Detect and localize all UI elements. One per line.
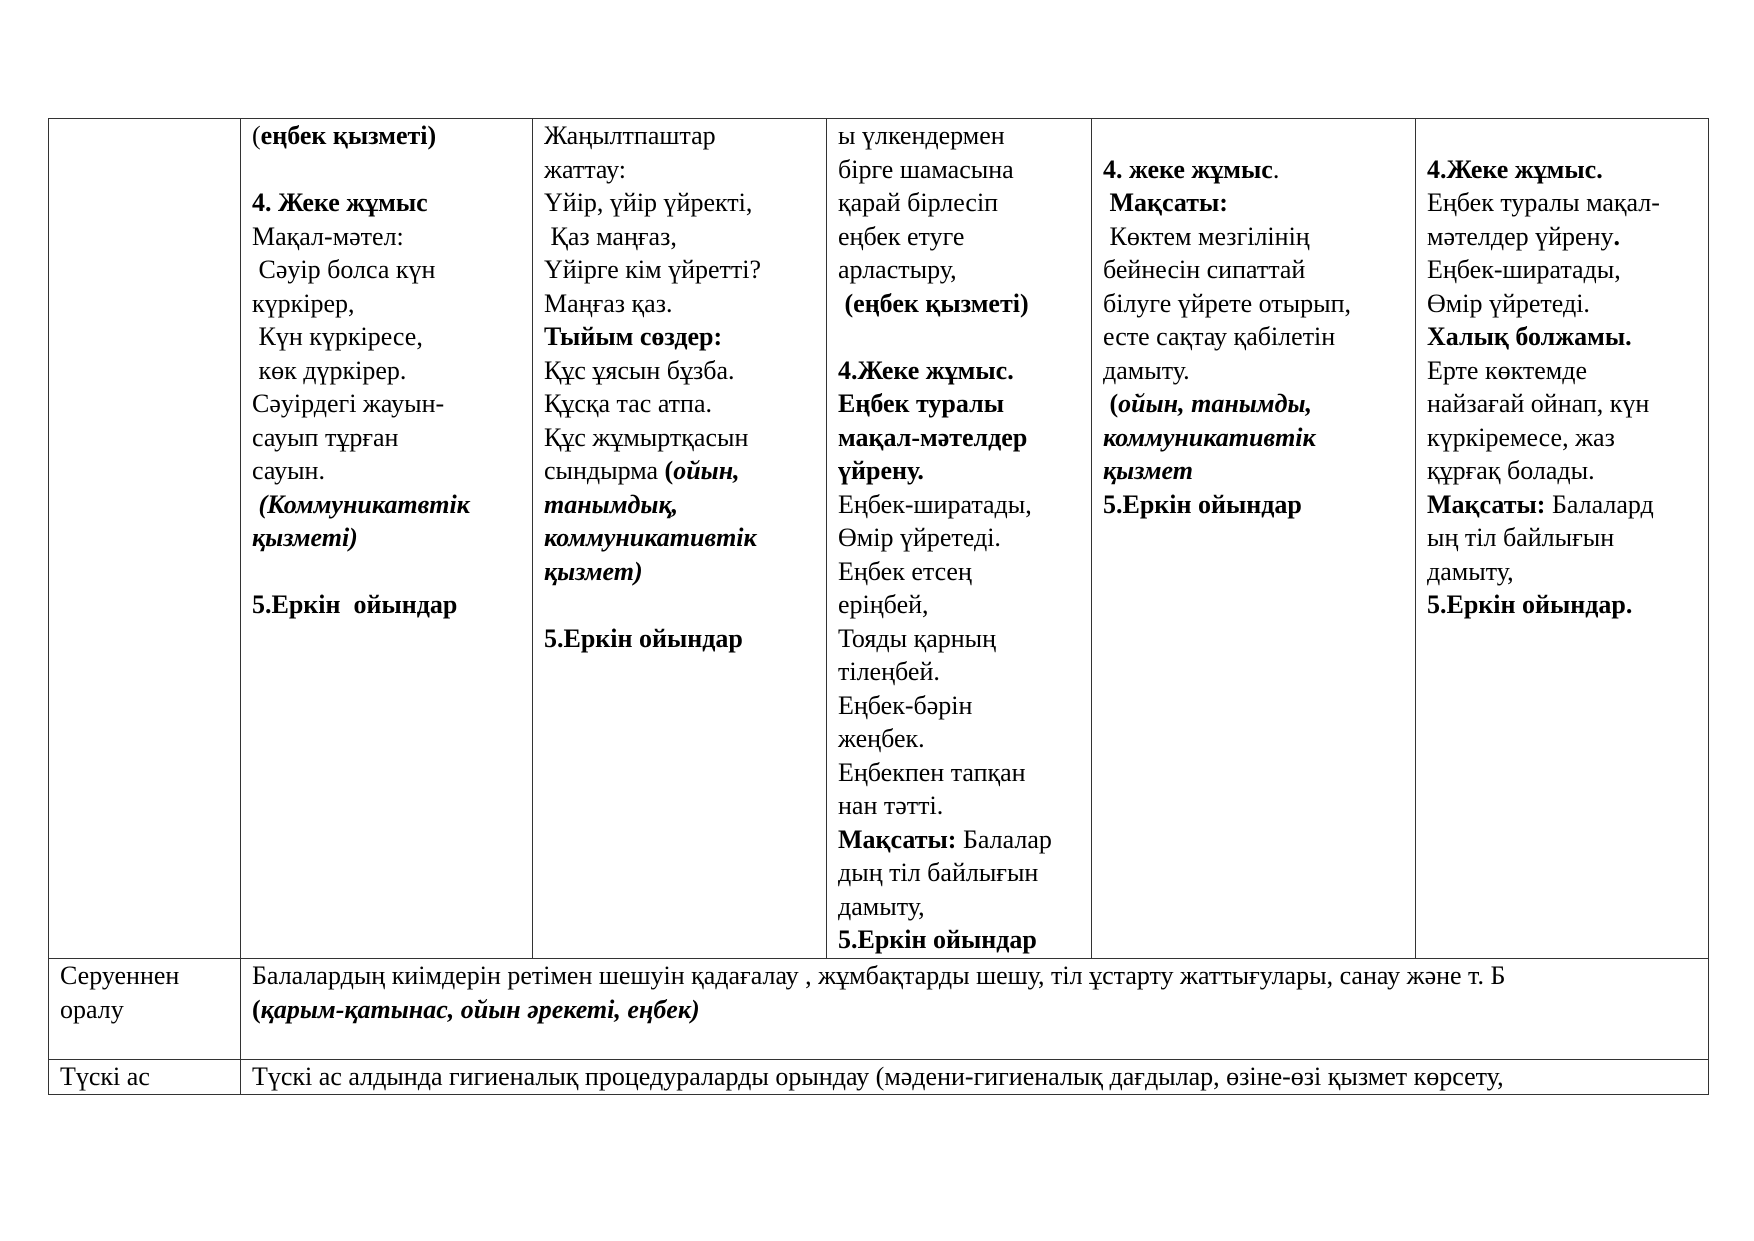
text-line xyxy=(252,387,522,421)
text-line xyxy=(544,186,816,220)
text-run: қызмет xyxy=(1103,456,1193,485)
text-line xyxy=(838,588,1081,622)
text-line xyxy=(1427,186,1698,220)
text-run: коммуникативтік xyxy=(1103,422,1316,452)
text-line xyxy=(838,823,1081,857)
text-line xyxy=(1427,287,1698,321)
text-run: дамыту, xyxy=(1427,556,1514,586)
text-line xyxy=(1427,153,1698,187)
text-run: Жаңылтпаштар xyxy=(544,121,716,150)
text-run: Сәуір болса күн xyxy=(252,255,436,284)
text-line xyxy=(1427,320,1698,354)
text-run: дамыту, xyxy=(838,891,925,921)
text-run: мәтелдер үйрену xyxy=(1427,221,1614,251)
text-run: арластыру, xyxy=(838,255,957,284)
cell-col-2 xyxy=(533,119,827,959)
text-run: 5.Еркін ойындар xyxy=(838,925,1037,954)
text-line xyxy=(544,320,816,354)
text-line xyxy=(838,521,1081,555)
text-line xyxy=(1103,387,1405,421)
text-run: Еңбекпен тапқан xyxy=(838,757,1026,787)
text-line xyxy=(544,220,816,254)
text-run: найзағай ойнап, күн xyxy=(1427,389,1650,418)
text-line xyxy=(1427,220,1698,254)
table-row xyxy=(49,1060,1709,1095)
text-run: үйрену. xyxy=(838,456,924,485)
text-run: қызмет) xyxy=(544,556,643,586)
text-line xyxy=(1427,387,1698,421)
text-line xyxy=(544,555,816,589)
text-run: білуге үйрете отырып, xyxy=(1103,288,1352,318)
text-run: Маңғаз қаз. xyxy=(544,288,673,318)
cell-col-5 xyxy=(1416,119,1709,959)
text-line xyxy=(838,186,1081,220)
blank-line xyxy=(1103,119,1405,153)
text-run: Еңбек туралы мақал- xyxy=(1427,188,1660,217)
text-line xyxy=(838,622,1081,656)
text-line xyxy=(544,421,816,455)
text-run: Көктем мезгілінің xyxy=(1103,221,1310,251)
text-line xyxy=(838,756,1081,790)
text-run: жаттау: xyxy=(544,154,626,184)
text-run: Мақал-мәтел: xyxy=(252,221,404,251)
text-run: Мақсаты: xyxy=(1103,188,1228,217)
text-run: Тыйым сөздер: xyxy=(544,322,723,351)
schedule-table xyxy=(48,118,1709,1095)
text-line xyxy=(252,421,522,455)
text-run: есте сақтау қабілетін xyxy=(1103,322,1336,351)
text-run: Өмір үйретеді. xyxy=(838,523,1001,552)
text-line xyxy=(1103,354,1405,388)
text-line xyxy=(252,488,522,522)
text-line xyxy=(252,220,522,254)
text-line xyxy=(838,287,1081,321)
text-line xyxy=(544,287,816,321)
text-run: еңбек қызметі) xyxy=(260,121,437,150)
text-line xyxy=(838,689,1081,723)
text-line xyxy=(1427,354,1698,388)
text-run: Балалар xyxy=(956,824,1052,854)
text-run: (еңбек қызметі) xyxy=(838,288,1029,318)
text-run: Еңбек-бәрін xyxy=(838,690,973,720)
text-line xyxy=(252,186,522,220)
text-line xyxy=(544,488,816,522)
text-run: ойын, танымды, xyxy=(1118,389,1313,418)
text-line xyxy=(544,153,816,187)
text-run: нан тәтті. xyxy=(838,791,944,820)
text-line xyxy=(1103,253,1405,287)
text-run: көк дүркірер. xyxy=(252,355,407,385)
text-line xyxy=(252,993,1698,1027)
text-line xyxy=(838,789,1081,823)
text-line xyxy=(252,320,522,354)
text-run: Құсқа тас атпа. xyxy=(544,389,712,418)
text-line xyxy=(544,521,816,555)
text-run: Күн күркіресе, xyxy=(252,322,423,351)
text-line xyxy=(1427,454,1698,488)
text-run: Үйір, үйір үйректі, xyxy=(544,188,753,217)
text-run: Өмір үйретеді. xyxy=(1427,288,1590,318)
text-line xyxy=(1103,153,1405,187)
text-run: 4.Жеке жұмыс. xyxy=(1427,154,1603,184)
text-line xyxy=(838,153,1081,187)
text-line xyxy=(838,923,1081,957)
text-run: Мақсаты: xyxy=(1427,489,1546,519)
text-line xyxy=(252,253,522,287)
text-line xyxy=(1103,454,1405,488)
return-from-walk-content xyxy=(241,959,1709,1060)
text-run: Мақсаты: xyxy=(838,824,957,854)
text-line xyxy=(838,488,1081,522)
text-line xyxy=(544,119,816,153)
text-run: 5.Еркін ойындар xyxy=(252,590,458,619)
text-run: бейнесін сипаттай xyxy=(1103,255,1306,284)
blank-line xyxy=(838,320,1081,354)
text-line xyxy=(1103,287,1405,321)
text-run: Сәуірдегі жауын- xyxy=(252,389,445,418)
text-run: Еңбек туралы xyxy=(838,389,1005,418)
blank-line xyxy=(1427,119,1698,153)
text-run: ың тіл байлығын xyxy=(1427,523,1615,552)
row-label-lunch: Түскі ас xyxy=(49,1060,241,1095)
text-line xyxy=(1427,521,1698,555)
text-run: дамыту. xyxy=(1103,355,1190,385)
text-line xyxy=(838,655,1081,689)
text-line xyxy=(252,1060,1698,1094)
text-line xyxy=(544,387,816,421)
text-run: (Коммуникатвтік xyxy=(252,489,470,519)
text-run: Балалардың киімдерін ретімен шешуін қадағалау , жұмбақтарды шешу, тіл ұстарту жаттығулары, санау және т. Б xyxy=(252,961,1506,990)
text-line xyxy=(252,354,522,388)
text-line xyxy=(1103,488,1405,522)
text-run: . xyxy=(1613,221,1621,251)
text-run: бірге шамасына xyxy=(838,154,1014,184)
text-line xyxy=(838,220,1081,254)
text-line xyxy=(1427,253,1698,287)
text-line xyxy=(1427,588,1698,622)
text-run: Еңбек-ширатады, xyxy=(1427,255,1621,284)
text-line xyxy=(252,454,522,488)
text-run: Қаз маңғаз, xyxy=(544,221,677,251)
text-line xyxy=(838,454,1081,488)
text-line xyxy=(1103,186,1405,220)
text-line xyxy=(838,555,1081,589)
text-run: Түскі ас алдында гигиеналық процедураларды орындау (мәдени-гигиеналық дағдылар, өзіне-өзі қызмет көрсету, xyxy=(252,1062,1504,1091)
text-run: Еңбек-ширатады, xyxy=(838,489,1032,519)
text-line xyxy=(838,856,1081,890)
text-run: жеңбек. xyxy=(838,724,925,753)
text-line xyxy=(252,959,1698,993)
text-run: 4. Жеке жұмыс xyxy=(252,188,428,217)
text-run: Балалард xyxy=(1545,489,1654,519)
text-run: 5.Еркін ойындар xyxy=(1103,489,1302,519)
text-line xyxy=(838,387,1081,421)
text-run: Үйірге кім үйретті? xyxy=(544,255,762,284)
text-line xyxy=(838,890,1081,924)
text-run: ( xyxy=(664,456,674,485)
text-line xyxy=(544,622,816,656)
text-run: Құс ұясын бұзба. xyxy=(544,355,735,385)
text-line xyxy=(252,521,522,555)
text-line xyxy=(1427,555,1698,589)
text-line xyxy=(1103,220,1405,254)
cell-col-1 xyxy=(241,119,533,959)
text-run: қызметі) xyxy=(252,523,358,552)
table-row xyxy=(49,959,1709,1060)
text-line xyxy=(1103,320,1405,354)
text-run: ( xyxy=(252,994,261,1024)
text-run: сауып тұрған xyxy=(252,422,399,452)
text-run: тілеңбей. xyxy=(838,657,940,686)
cell-col-4 xyxy=(1092,119,1416,959)
text-run: сауын. xyxy=(252,456,325,485)
text-run: ( xyxy=(252,121,261,150)
text-run: коммуникативтік xyxy=(544,523,757,552)
text-run: Еңбек етсең xyxy=(838,556,972,586)
text-run: Тояды қарның xyxy=(838,623,997,653)
text-run: 5.Еркін ойындар. xyxy=(1427,590,1633,619)
text-line xyxy=(252,588,522,622)
text-line xyxy=(838,253,1081,287)
blank-line xyxy=(252,555,522,589)
lunch-content xyxy=(241,1060,1709,1095)
text-run: құрғақ болады. xyxy=(1427,456,1595,485)
text-run: 4.Жеке жұмыс. xyxy=(838,355,1014,385)
text-line xyxy=(252,119,522,153)
text-run: күркірер, xyxy=(252,288,355,318)
row-label-return-from-walk: Серуеннен оралу xyxy=(49,959,241,1060)
text-run: ы үлкендермен xyxy=(838,121,1005,150)
text-run: танымдық, xyxy=(544,489,679,519)
text-run: дың тіл байлығын xyxy=(838,858,1039,887)
text-line xyxy=(1103,421,1405,455)
text-run: еріңбей, xyxy=(838,590,929,619)
text-run: . xyxy=(1272,154,1280,184)
text-run: 5.Еркін ойындар xyxy=(544,623,743,653)
table-row xyxy=(49,119,1709,959)
text-run: еңбек етуге xyxy=(838,221,965,251)
text-run: қарай бірлесіп xyxy=(838,188,999,217)
text-line xyxy=(544,253,816,287)
text-line xyxy=(838,119,1081,153)
text-run: Ерте көктемде xyxy=(1427,355,1587,385)
text-line xyxy=(252,287,522,321)
text-run: 4. жеке жұмыс xyxy=(1103,154,1273,184)
text-run: ойын, xyxy=(673,456,740,485)
text-line xyxy=(1427,421,1698,455)
text-line xyxy=(838,354,1081,388)
text-run: мақал-мәтелдер xyxy=(838,422,1028,452)
text-run: сындырма xyxy=(544,456,665,485)
text-run: Құс жұмыртқасын xyxy=(544,422,749,452)
text-run: күркіремесе, жаз xyxy=(1427,422,1615,452)
text-run: ( xyxy=(1103,389,1119,418)
blank-line xyxy=(544,588,816,622)
text-run: Халық болжамы. xyxy=(1427,322,1632,351)
cell-col-3 xyxy=(827,119,1092,959)
text-line xyxy=(838,722,1081,756)
text-line xyxy=(544,354,816,388)
text-run: қарым-қатынас, ойын әрекеті, еңбек) xyxy=(260,994,700,1024)
text-line xyxy=(838,421,1081,455)
text-line xyxy=(1427,488,1698,522)
blank-line xyxy=(252,153,522,187)
text-line xyxy=(544,454,816,488)
row-label-cell xyxy=(49,119,241,959)
